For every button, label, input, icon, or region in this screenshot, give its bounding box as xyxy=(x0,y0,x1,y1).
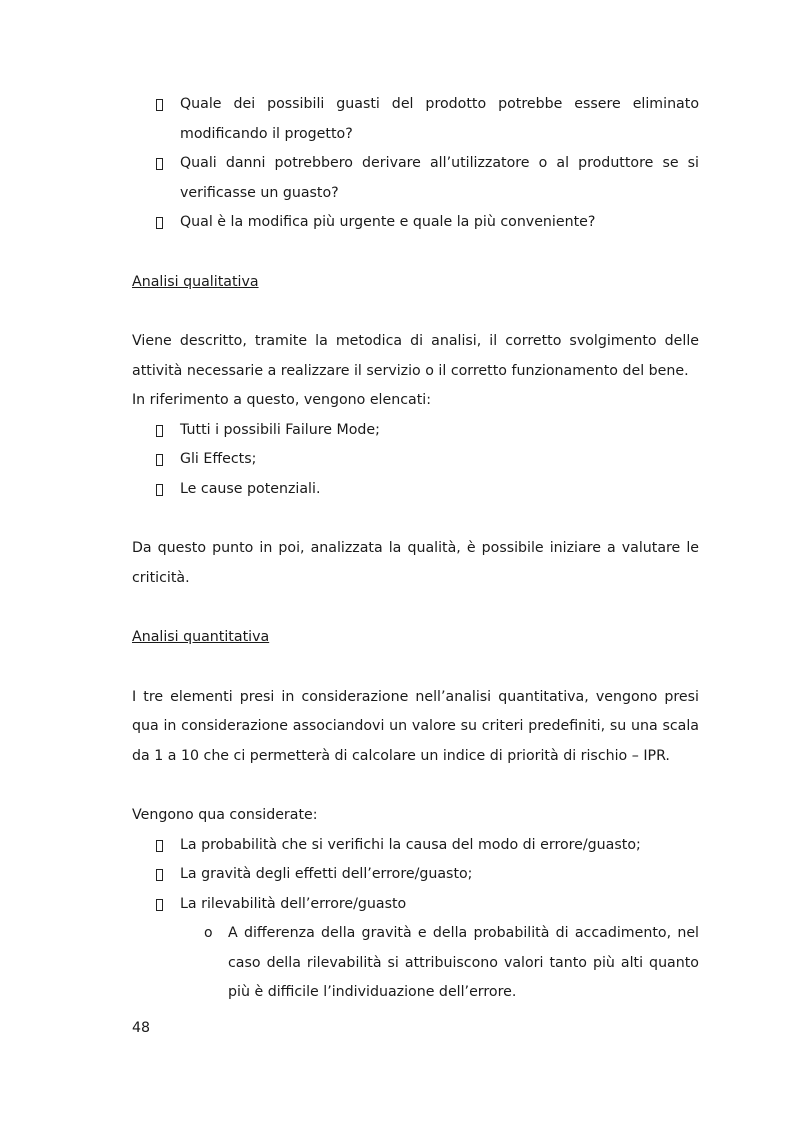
section-heading-qualitativa: Analisi qualitativa xyxy=(132,273,259,290)
sub-list-item xyxy=(132,919,699,1008)
bullet-box-icon xyxy=(156,454,163,466)
list-item xyxy=(132,475,699,505)
list-item xyxy=(132,90,699,149)
paragraph: Vengono qua considerate: xyxy=(132,807,318,823)
paragraph: In riferimento a questo, vengono elencati: xyxy=(132,392,431,408)
list-item xyxy=(132,208,699,238)
bullet-box-icon xyxy=(156,158,163,170)
list-item-text: Quali danni potrebbero derivare all’utilizzatore o al produttore se si verificasse un guasto? xyxy=(180,155,699,201)
list-item xyxy=(132,860,699,890)
list-item xyxy=(132,149,699,208)
bullet-box-icon xyxy=(156,840,163,852)
bullet-box-icon xyxy=(156,99,163,111)
bullet-box-icon xyxy=(156,899,163,911)
list-item xyxy=(132,445,699,475)
bullet-box-icon xyxy=(156,869,163,881)
bullet-box-icon xyxy=(156,217,163,229)
bullet-box-icon xyxy=(156,425,163,437)
paragraph: Viene descritto, tramite la metodica di analisi, il corretto svolgimento delle attività necessarie a realizzare il servizio o il corretto funzionamento del bene. xyxy=(132,333,699,379)
bullet-box-icon xyxy=(156,484,163,496)
list-item-text: Le cause potenziali. xyxy=(180,480,321,497)
list-item-text: Qual è la modifica più urgente e quale la più conveniente? xyxy=(180,214,596,230)
list-item-text: La gravità degli effetti dell’errore/guasto; xyxy=(180,866,473,882)
list-item xyxy=(132,416,699,446)
paragraph: I tre elementi presi in considerazione nell’analisi quantitativa, vengono presi qua in considerazione associandovi un valore su criteri predefiniti, su una scala da 1 a 10 che ci permetterà di calcolare un indice di priorità di rischio – IPR. xyxy=(132,688,699,764)
list-item-text: Tutti i possibili Failure Mode; xyxy=(180,421,380,438)
list-item xyxy=(132,890,699,920)
list-item-text: La rilevabilità dell’errore/guasto xyxy=(180,895,407,912)
list-item-text: Gli Effects; xyxy=(180,451,257,467)
list-item-text: La probabilità che si verifichi la causa del modo di errore/guasto; xyxy=(180,836,641,853)
page-number: 48 xyxy=(132,1020,151,1036)
circle-bullet-marker: o xyxy=(204,925,213,941)
list-item xyxy=(132,831,699,861)
list-item-text: Quale dei possibili guasti del prodotto potrebbe essere eliminato modificando il progetto? xyxy=(180,96,699,142)
section-heading-quantitativa: Analisi quantitativa xyxy=(132,629,270,645)
paragraph: Da questo punto in poi, analizzata la qualità, è possibile iniziare a valutare le criticità. xyxy=(132,540,699,586)
document-body xyxy=(132,90,699,1008)
sub-list-item-text: A differenza della gravità e della probabilità di accadimento, nel caso della rilevabilità si attribuiscono valori tanto più alti quanto più è difficile l’individuazione dell’errore. xyxy=(228,925,699,1000)
